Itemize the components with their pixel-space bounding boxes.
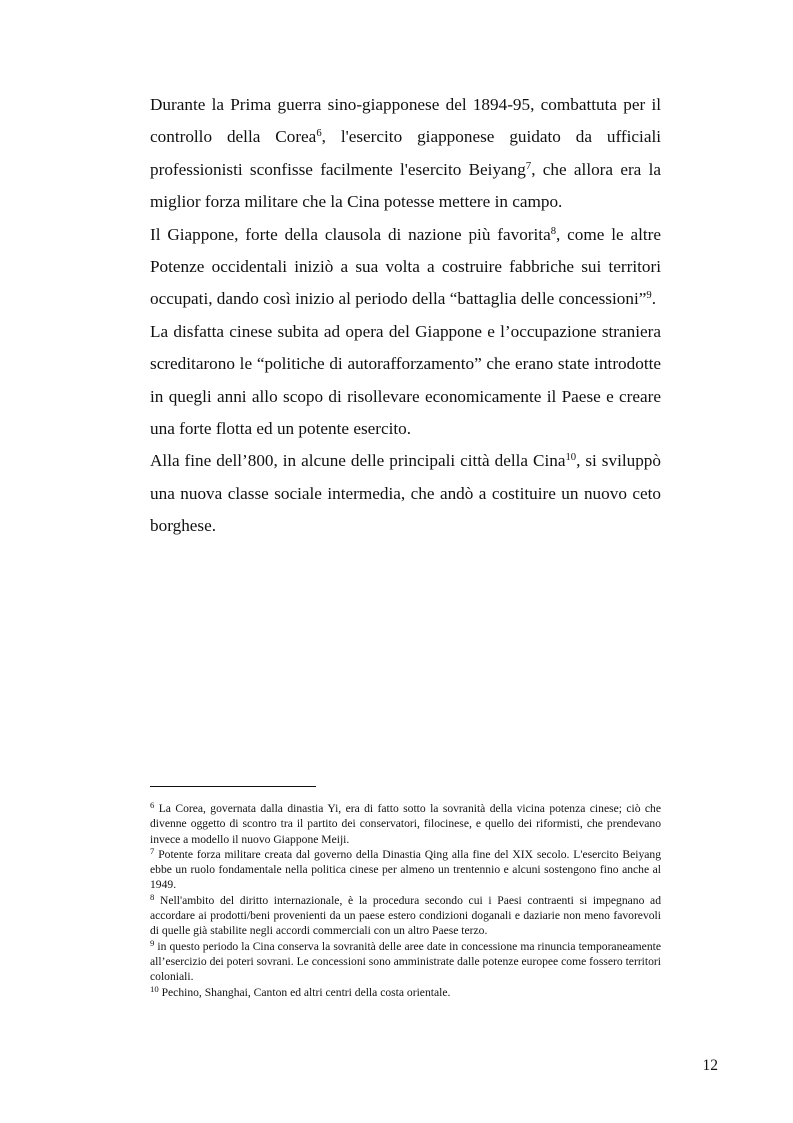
paragraph-4: Alla fine dell’800, in alcune delle principali città della Cina$^{10}$, si sviluppò una nuova classe sociale intermedia, che andò a costituire un nuovo ceto borghese. bbox=[150, 451, 661, 536]
footnote-ref-7[interactable]: 7 bbox=[525, 160, 532, 172]
footnote-ref-10[interactable]: 10 bbox=[565, 452, 577, 464]
paragraph-1: Durante la Prima guerra sino-giapponese del 1894-95, combattuta per il controllo della Corea$^6$, l'esercito giapponese guidato da ufficiali professionisti sconfisse facilmente l'esercito Beiyang$^7$, che allora era la miglior forza militare che la Cina potesse mettere in campo. bbox=[150, 95, 662, 212]
footnote-6: $^6$ La Corea, governata dalla dinastia Yi, era di fatto sotto la sovranità della vicina potenza cinese; ciò che divenne oggetto di scontro tra il partito dei conservatori, filocinese, e quello dei riformisti, che prendevano invece a modello il nuovo Giappone Meiji. bbox=[150, 800, 661, 846]
footnote-9: $^9$ in questo periodo la Cina conserva la sovranità delle aree date in concessione ma rinuncia temporaneamente all’esercizio dei poteri sovrani. Le concessioni sono amministrate dalle potenze europee come fossero territori coloniali. bbox=[150, 937, 661, 984]
footnote-ref-6[interactable]: 6 bbox=[316, 128, 322, 140]
paragraph-3: La disfatta cinese subita ad opera del Giappone e l’occupazione straniera screditarono le “politiche di autorafforzamento” che erano state introdotte in quegli anni allo scopo di risollevare economicamente il Paese e creare una forte flotta ed un potente esercito. bbox=[150, 321, 661, 439]
footnotes bbox=[150, 801, 661, 1000]
footnote-7: $^7$ Potente forza militare creata dal governo della Dinastia Qing alla fine del XIX secolo. L'esercito Beiyang ebbe un ruolo fondamentale nella politica cinese per almeno un trentennio e alcuni sostengono fino anche al 1949. bbox=[150, 845, 661, 892]
footnote-ref-9[interactable]: 9 bbox=[646, 290, 652, 302]
paragraph-2: Il Giappone, forte della clausola di nazione più favorita$^8$, come le altre Potenze occidentali iniziò a sua volta a costruire fabbriche sui territori occupati, dando così inizio al periodo della “battaglia delle concessioni”$^9$. bbox=[150, 224, 661, 309]
footnote-10: $^{10}$ Pechino, Shanghai, Canton ed altri centri della costa orientale. bbox=[150, 983, 451, 999]
footnote-8: $^8$ Nell'ambito del diritto internazionale, è la procedura secondo cui i Paesi contraenti si impegnano ad accordare ai prodotti/beni provenienti da un paese estero condizioni doganali e daziarie non meno favorevoli di quelle già stabilite negli accordi commerciali con un altro Paese terzo. bbox=[150, 891, 661, 938]
footnote-separator bbox=[150, 786, 316, 787]
page-number: 12 bbox=[702, 1057, 718, 1074]
main-text bbox=[150, 89, 661, 543]
footnote-ref-8[interactable]: 8 bbox=[550, 225, 557, 237]
